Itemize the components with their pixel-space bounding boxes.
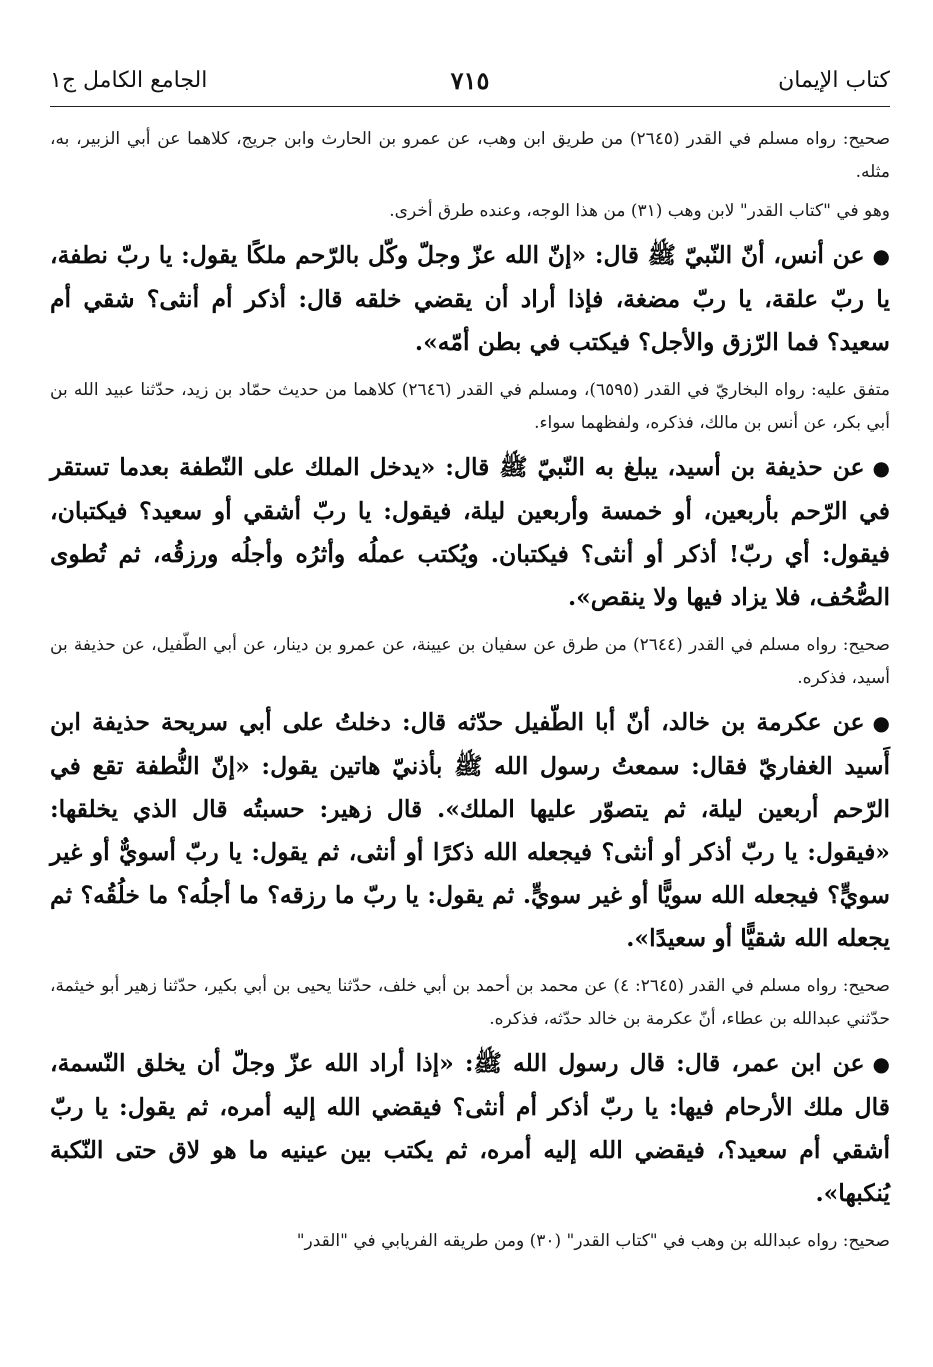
bullet-icon: ● (872, 1052, 890, 1076)
page-number: ٧١٥ (450, 66, 490, 95)
hadith-body: عن ابن عمر، قال: قال رسول الله ﷺ: «إذا أراد الله عزّ وجلّ أن يخلق النّسمة، قال ملك الأرحام فيها: يا ربّ أذكر أم أنثى؟ فيقضي الله إليه أمره، ثم يقول: يا ربّ أشقي أم سعيد؟، فيقضي الله إليه أمره، ثم يكتب بين عينيه ما هو لاق حتى النّكبة يُنكبها». (50, 1049, 890, 1207)
page-header (50, 62, 890, 107)
hadith-body: عن حذيفة بن أسيد، يبلغ به النّبيّ ﷺ قال: «يدخل الملك على النّطفة بعدما تستقر في الرّحم بأربعين، أو خمسة وأربعين ليلة، فيقول: يا ربّ أشقي أو سعيد؟ فيكتبان، فيقول: أي ربّ! أذكر أو أنثى؟ فيكتبان. ويُكتب عملُه وأثرُه وأجلُه ورزقُه، ثم تُطوى الصُّحُف، فلا يزاد فيها ولا ينقص». (50, 453, 890, 611)
takhrij-note: صحيح: رواه مسلم في القدر (٢٦٤٥) من طريق ابن وهب، عن عمرو بن الحارث وابن جريج، كلاهما عن أبي الزبير، به، مثله. (50, 129, 890, 182)
takhrij-note: وهو في "كتاب القدر" لابن وهب (٣١) من هذا الوجه، وعنده طرق أخرى. (389, 201, 890, 221)
takhrij-note: صحيح: رواه مسلم في القدر (٢٦٤٤) من طرق عن سفيان بن عيينة، عن عمرو بن دينار، عن أبي الطّفيل، عن حذيفة بن أسيد، فذكره. (50, 635, 890, 688)
hadith-text (50, 701, 890, 960)
hadith-body: عن أنس، أنّ النّبيّ ﷺ قال: «إنّ الله عزّ وجلّ وكّل بالرّحم ملكًا يقول: يا ربّ نطفة، يا ربّ علقة، يا ربّ مضغة، فإذا أراد أن يقضي خلقه قال: أذكر أم أنثى؟ شقي أم سعيد؟ فما الرّزق والأجل؟ فيكتب في بطن أمّه». (50, 241, 890, 356)
bullet-icon: ● (872, 244, 890, 268)
hadith-text (50, 234, 890, 364)
hadith-text (50, 446, 890, 619)
page-body (50, 107, 890, 1258)
takhrij-note: صحيح: رواه عبدالله بن وهب في "كتاب القدر" (٣٠) ومن طريقه الفريابي في "القدر" (296, 1231, 890, 1251)
bullet-icon: ● (872, 711, 890, 735)
hadith-text (50, 1042, 890, 1215)
book-page (50, 62, 890, 1352)
volume-title: الجامع الكامل ج١ (50, 68, 208, 93)
book-title: كتاب الإيمان (778, 68, 890, 93)
bullet-icon: ● (872, 456, 890, 480)
takhrij-note: متفق عليه: رواه البخاريّ في القدر (٦٥٩٥)، ومسلم في القدر (٢٦٤٦) كلاهما من حديث حمّاد بن زيد، حدّثنا عبيد الله بن أبي بكر، عن أنس بن مالك، فذكره، ولفظهما سواء. (50, 380, 890, 433)
takhrij-note: صحيح: رواه مسلم في القدر (٢٦٤٥: ٤) عن محمد بن أحمد بن أبي خلف، حدّثنا يحيى بن أبي بكير، حدّثنا زهير أبو خيثمة، حدّثني عبدالله بن عطاء، أنّ عكرمة بن خالد حدّثه، فذكره. (50, 976, 890, 1029)
hadith-body: عن عكرمة بن خالد، أنّ أبا الطّفيل حدّثه قال: دخلتُ على أبي سريحة حذيفة ابن أَسيد الغفاريّ فقال: سمعتُ رسول الله ﷺ بأذنيّ هاتين يقول: «إنّ النُّطفة تقع في الرّحم أربعين ليلة، ثم يتصوّر عليها الملك». قال زهير: حسبتُه قال الذي يخلقها: «فيقول: يا ربّ أذكر أو أنثى؟ فيجعله الله ذكرًا أو أنثى، ثم يقول: يا ربّ أسويٌّ أو غير سويٍّ؟ فيجعله الله سويًّا أو غير سويٍّ. ثم يقول: يا ربّ ما رزقه؟ ما أجلُه؟ ما خلُقُه؟ ثم يجعله الله شقيًّا أو سعيدًا». (50, 708, 890, 952)
